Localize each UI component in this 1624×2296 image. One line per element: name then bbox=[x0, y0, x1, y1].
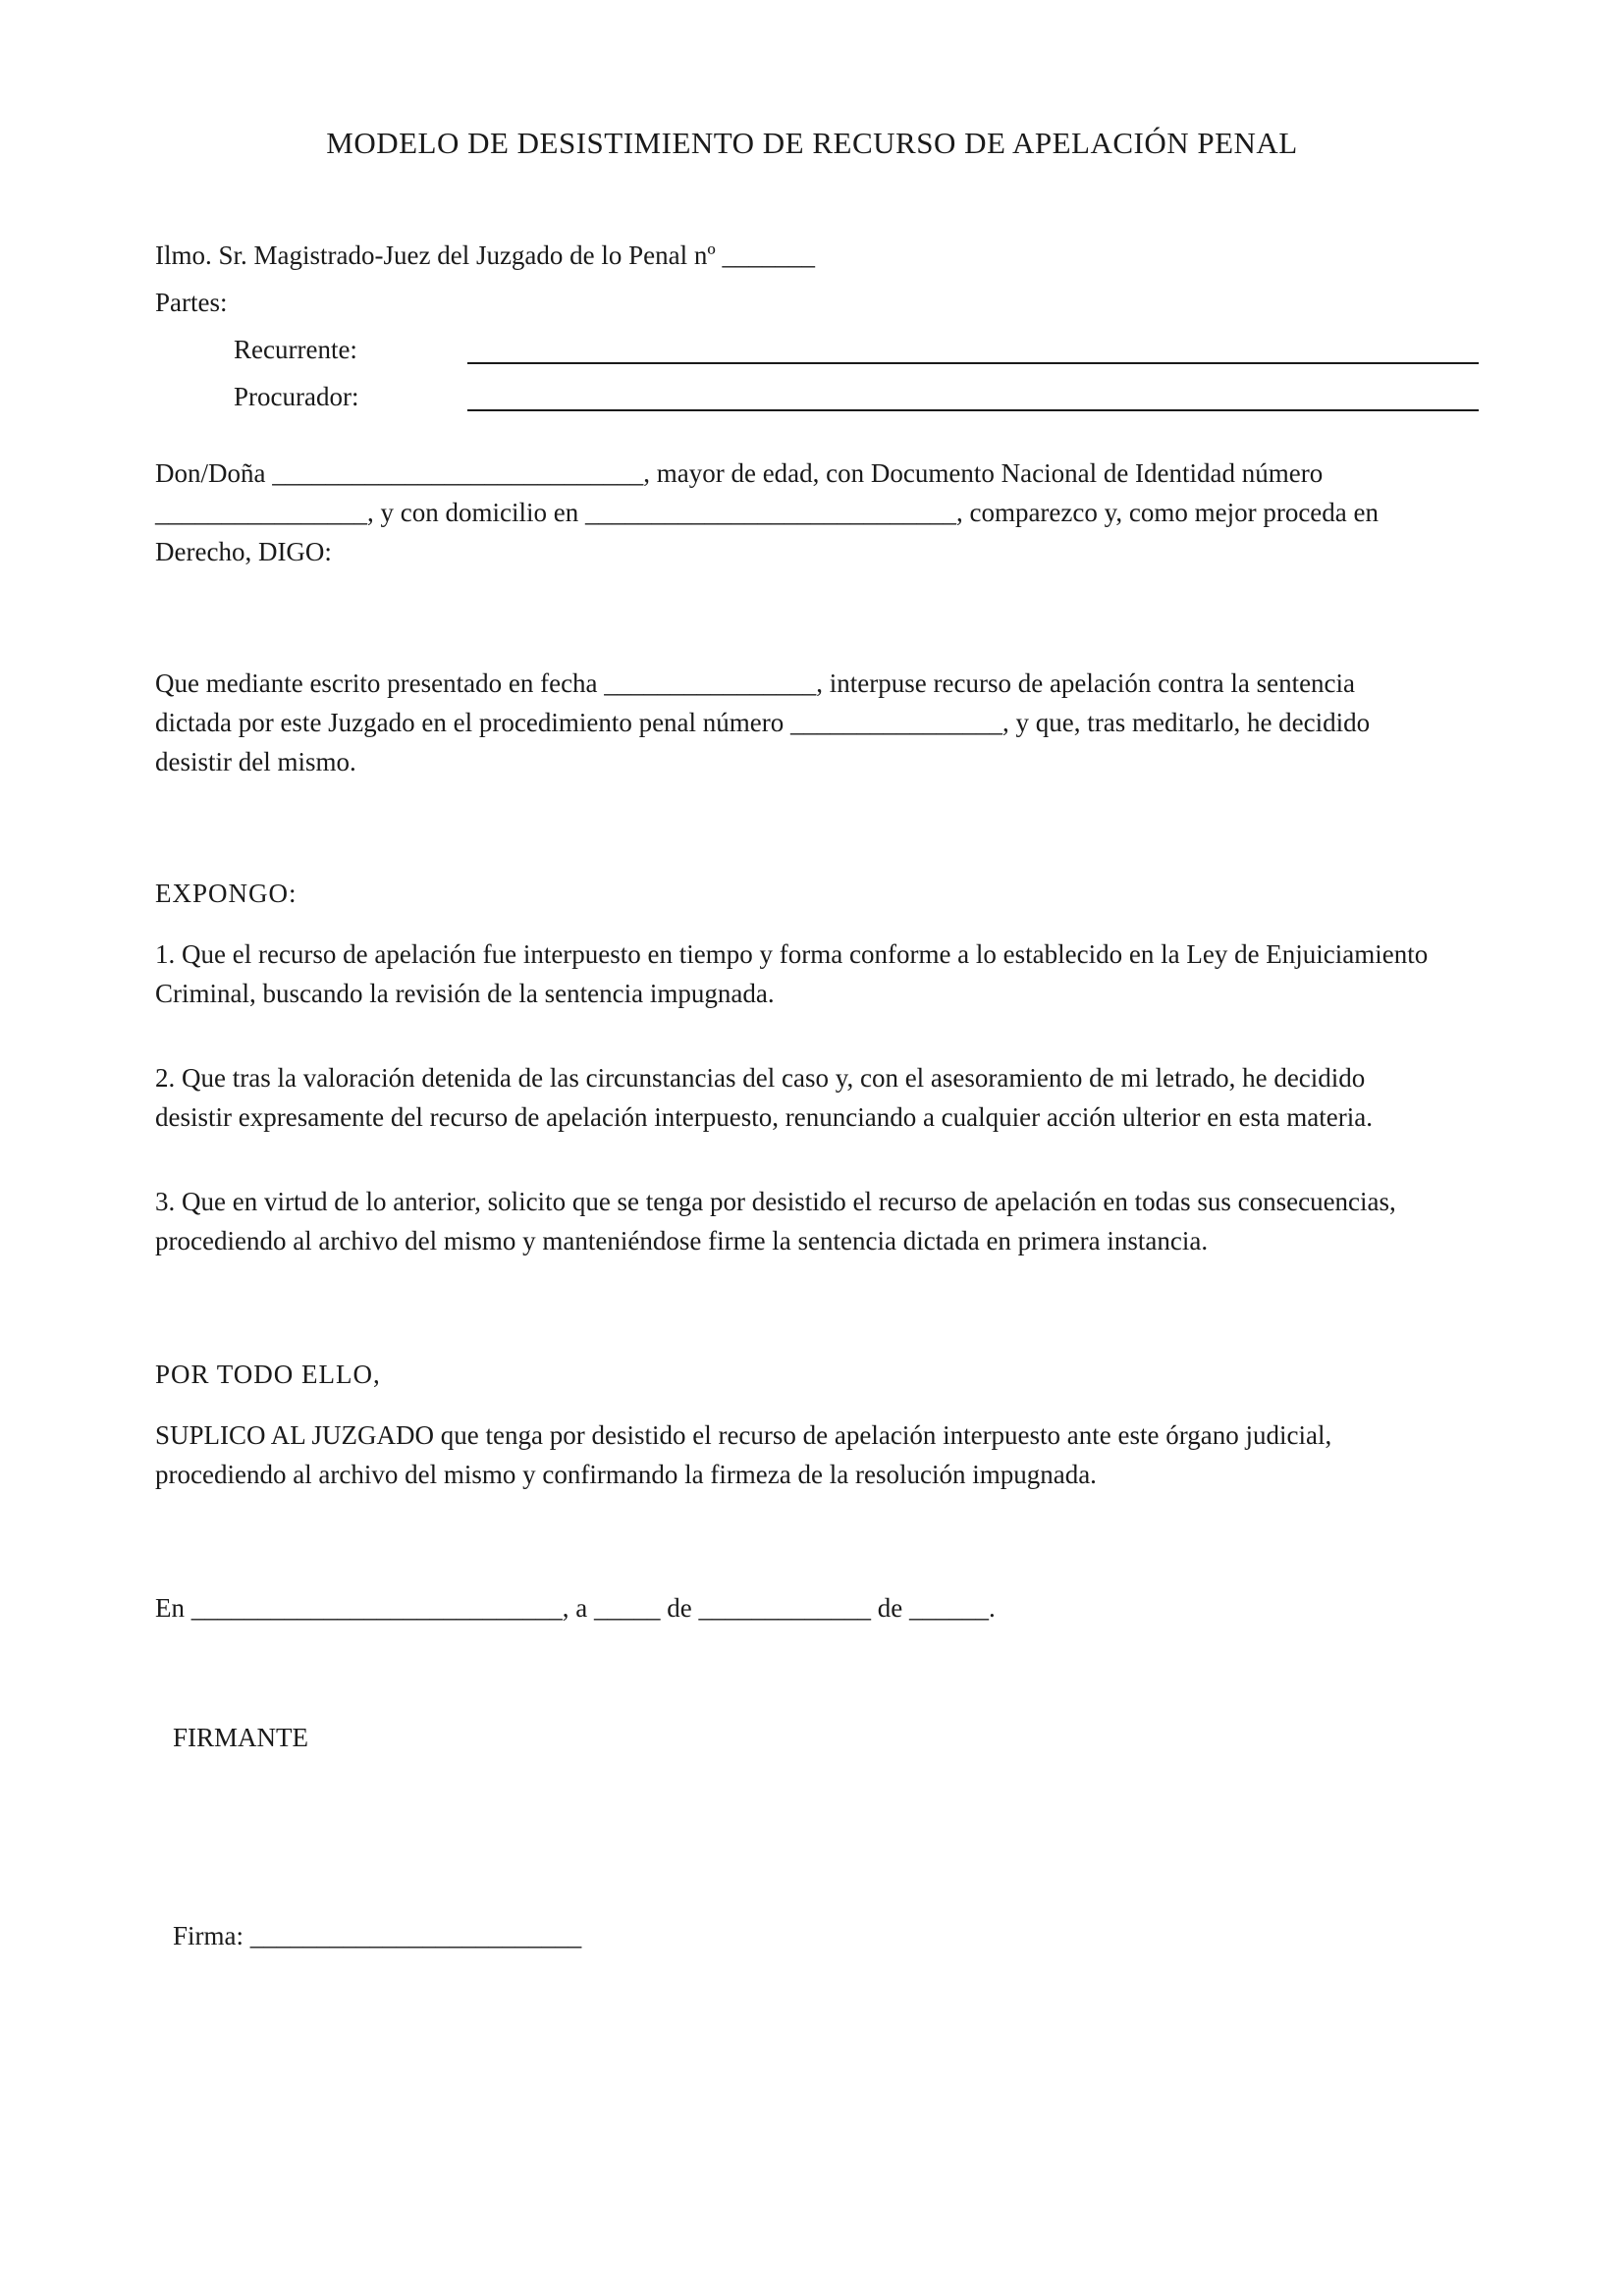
statement-line-3: desistir del mismo. bbox=[155, 747, 356, 776]
signature-line: Firma: _________________________ bbox=[173, 1921, 582, 1950]
point-2-line-2: desistir expresamente del recurso de apelación interpuesto, renunciando a cualquier acción ulterior en esta materia. bbox=[155, 1102, 1373, 1132]
point-3-line-1: 3. Que en virtud de lo anterior, solicito que se tenga por desistido el recurso de apelación en todas sus consecuencias, bbox=[155, 1187, 1396, 1216]
statement-line-1: Que mediante escrito presentado en fecha ________________, interpuse recurso de apelación contra la sentencia bbox=[155, 668, 1356, 698]
intro-line-3: Derecho, DIGO: bbox=[155, 537, 332, 566]
party-label-recurrente: Recurrente: bbox=[234, 335, 357, 364]
addressee-line: Ilmo. Sr. Magistrado-Juez del Juzgado de lo Penal nº _______ bbox=[155, 240, 816, 270]
intro-line-1: Don/Doña ____________________________, mayor de edad, con Documento Nacional de Identidad número bbox=[155, 458, 1324, 488]
statement-line-2: dictada por este Juzgado en el procedimiento penal número ________________, y que, tras meditarlo, he decidido bbox=[155, 708, 1371, 737]
point-1-line-2: Criminal, buscando la revisión de la sentencia impugnada. bbox=[155, 979, 775, 1008]
party-field-recurrente bbox=[467, 362, 1479, 364]
suplico-line-1: SUPLICO AL JUZGADO que tenga por desistido el recurso de apelación interpuesto ante este órgano judicial, bbox=[155, 1420, 1332, 1450]
suplico-line-2: procediendo al archivo del mismo y confirmando la firmeza de la resolución impugnada. bbox=[155, 1460, 1097, 1489]
document-title: MODELO DE DESISTIMIENTO DE RECURSO DE APELACIÓN PENAL bbox=[326, 126, 1298, 160]
closing-heading: POR TODO ELLO, bbox=[155, 1360, 381, 1389]
expongo-heading: EXPONGO: bbox=[155, 879, 298, 908]
party-label-procurador: Procurador: bbox=[234, 382, 359, 411]
point-1-line-1: 1. Que el recurso de apelación fue interpuesto en tiempo y forma conforme a lo establecido en la Ley de Enjuiciamiento bbox=[155, 939, 1429, 969]
party-field-procurador bbox=[467, 409, 1479, 411]
intro-line-2: ________________, y con domicilio en ____________________________, comparezco y, como mejor proceda en bbox=[155, 498, 1380, 527]
parties-label: Partes: bbox=[155, 288, 228, 317]
point-3-line-2: procediendo al archivo del mismo y manteniéndose firme la sentencia dictada en primera instancia. bbox=[155, 1226, 1209, 1255]
point-2-line-1: 2. Que tras la valoración detenida de las circunstancias del caso y, con el asesoramiento de mi letrado, he decidido bbox=[155, 1063, 1366, 1093]
place-date-line: En ____________________________, a _____ de _____________ de ______. bbox=[155, 1593, 996, 1623]
signer-label: FIRMANTE bbox=[173, 1723, 309, 1752]
